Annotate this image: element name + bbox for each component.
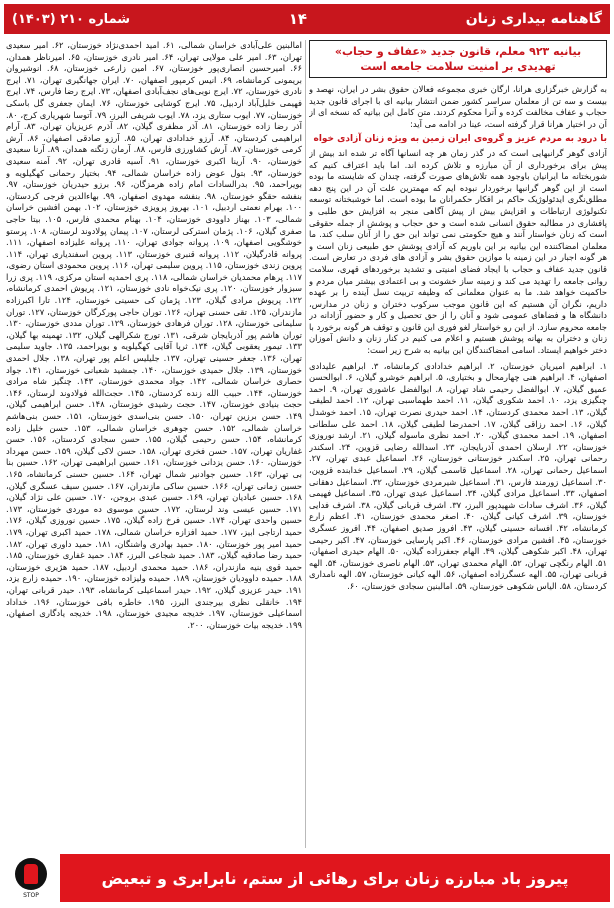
article-title-box <box>309 40 607 78</box>
footer-slogan: پیروز باد مبارزه زنان برای رهائی از ستم، نابرابری و تبعیض <box>101 868 569 888</box>
article-body: آزادی گوهر گرانبهایی است که در گذر زمان هر چه انسانها آگاه تر شده اند بیش از پیش برای برخورداری از آن مبارزه و تلاش کرده اند. اما باید اعتراف کنیم که شوربختانه ما ایرانیان باوجود همه تلاش‌های صورت گرفته، چندان که شایسته ما بوده است از این گوهر گرانبها برخوردار نبوده ایم که مهمترین علت آن در این پنج دهه مطلق‌نگری ایدئولوژیک حاکم بر افکار حکمرانان ما بوده است. اما خوشبختانه توسعه تکنولوژی ارتباطات و افزایش بیش از پیش آگاهی منجر به افزایش حق طلبی و پافشاری در مطالبه حقوق انسانی شده است و حق حجاب و پوشش از جمله حقوقی است که زنان خواستار آنند و هیچ حکومتی نمی تواند این حق را از آنان سلب کند. ما معلمان امضاکننده این بیانیه بر این باوریم که آزادی پوشش حق طبیعی زنان است و هر گونه اجبار در این زمینه با موازین حقوق بشر و آزادی های فردی در تعارض است. قانون جدید عفاف و حجاب با ایجاد فضای امنیتی و تشدید برخوردهای قهری، سلامت روانی جامعه را تهدید می کند و زمینه ساز خشونت و بی اعتمادی بیشتر میان مردم و حاکمیت خواهد شد. ما به عنوان معلمانی که وظیفه تربیت نسل آینده را بر عهده داریم، نگران آن هستیم که این قانون موجب سرکوب دختران و زنان در مدارس، دانشگاه ها و فضاهای عمومی شود و آنان را از حق تحصیل و کار و حضور آزادانه در جامعه محروم سازد. از این رو خواستار لغو فوری این قانون و توقف هر گونه برخورد با زنان و دختران به بهانه پوشش هستیم و اعلام می کنیم در کنار زنان و دانش آموزان دختر خواهیم ایستاد. اسامی امضاکنندگان این بیانیه به شرح زیر است: <box>309 147 607 356</box>
logo-caption: STOP <box>23 891 39 899</box>
hand-icon <box>15 858 47 890</box>
signatories-list-left: امالبنین علی‌آبادی خراسان شمالی، ۶۱. امید احمدی‌نژاد خوزستان، ۶۲. امیر سعیدی تهران، ۶۳. امیر علی مولایی تهران، ۶۴. امیر نادری خوزستان، ۶۵. امیرناظر همدان، ۶۶. امیرحسین انصاری‌پور خوزستان، ۶۷. امین زارعی خوزستان، ۶۸. انوشیروان بریمونی کرمانشاه، ۶۹. انیس کرمپور اصفهان، ۷۰. ایران جهانگیری تهران، ۷۱. ایرج نادری خوزستان، ۷۲. ایرج نوبی‌های نجف‌آبادی اصفهان، ۷۳. ایرج رضا فارس، ۷۴. ایرج فهیمی خلیل‌آباد اردبیل، ۷۵. ایرج کوشایی خوزستان، ۷۶. ایمان جعفری گل باسکی خوزستان، ۷۷. ایوب ستاری یزد، ۷۸. ایوب شریفی البرز، ۷۹. آتوسا شهریاری کرج، ۸۰. آذر رضا زاده خوزستان، ۸۱. آذر مظفری گیلان، ۸۲. آذرم عزیزیان تهران، ۸۳. آرام ابراهیمی کردستان، ۸۴. آرزو خدادادی تهران، ۸۵. آرزو صادقی اصفهان، ۸۶. آرش کرمی خوزستان، ۸۷. آرش کشاورزی فارس، ۸۸. آرمان زنگنه همدان، ۸۹. آرنا سعیدی خوزستان، ۹۰. آرینا اکبری خوزستان، ۹۱. آسیه قادری تهران، ۹۲. آمنه سعیدی خوزستان، ۹۳. بتول عوض زاده خراسان شمالی، ۹۴. بختیار رحمانی کهگیلویه و بویراحمد، ۹۵. بدرالسادات امام زاده هرمزگان، ۹۶. برزو حیدریان خوزستان، ۹۷. بنفشه حقگو خوزستان، ۹۸. بنفشه مهدوی اصفهان، ۹۹. بهاءالدین فرجی کردستان، ۱۰۰. بهرام نعمتی اردبیل، ۱۰۱. بهروز پرویزی خوزستان، ۱۰۲. بهمن افشین خراسان شمالی، ۱۰۳. بهناز داوودی خوزستان، ۱۰۴. بهنام محمدی فارس، ۱۰۵. بیتا حاجی صفری گیلان، ۱۰۶. پژمان استرکی لرستان، ۱۰۷. پیمان پولادوند لرستان، ۱۰۸. پرستو خوشگویی اصفهان، ۱۰۹. پروانه جوادی تهران، ۱۱۰. پروانه علیزاده اصفهان، ۱۱۱. پروانه قادرگیلان، ۱۱۲. پروانه قنبری خوزستان، ۱۱۳. پروین اسفندیاری تهران، ۱۱۴. پروین زندی خوزستان، ۱۱۵. پروین سلیمی تهران، ۱۱۶. پروین محمودی استان رضوی، ۱۱۷. پرهام محمدیان خراسان شمالی، ۱۱۸. پری احمدیه استان مرکزی، ۱۱۹. پری زرا سبزوار خوزستان، ۱۲۰. پری نیک‌خواه نادی خوزستان، ۱۲۱. پریوش احمدی کرمانشاه، ۱۲۲. پریوش مرادی گیلان، ۱۲۳. پژمان کی حسینی خوزستان، ۱۲۴. تارا اکبرزاده مازندران، ۱۲۵. تقی حسنی تهران، ۱۲۶. توران حاجی پورکرگان خوزستان، ۱۲۷. توران سلیمانی خوزستان، ۱۲۸. توران فرهادی خوزستان، ۱۲۹. توران مددی خوزستان، ۱۳۰. توران هاشم پور آذربایجان شرقی، ۱۳۱. تورج شکرالهی گیلان، ۱۳۲. تهمینه بها گیلان، ۱۳۳. تیمور یعقوبی گیلان، ۱۳۴. ثریا آقایی کهگیلویه و بویراحمد، ۱۳۵. جاوید سلیمی تهران، ۱۳۶. جعفر حسینی تهران، ۱۳۷. جلیلیس اعلم پور تهران، ۱۳۸. جلال احمدی خوزستان، ۱۳۹. جلال حمیدی خوزستان، ۱۴۰. جمشید شعبانی خوزستان، ۱۴۱. جواد حصاری خراسان شمالی، ۱۴۲. جواد محمدی خوزستان، ۱۴۳. چنگیز شاه مرادی خوزستان، ۱۴۴. حبیب الله زنده کردستان، ۱۴۵. حجت‌الله فولادوند لرستان، ۱۴۶. حجت بنیادی خوزستان، ۱۴۷. حجت رشیدی خوزستان، ۱۴۸. حسن ابراهیمی گیلان، ۱۴۹. حسن برزین تهران، ۱۵۰. حسن بنی‌اسدی خوزستان، ۱۵۱. حسن بنی‌هاشم خراسان شمالی، ۱۵۲. حسن جوهری خراسان شمالی، ۱۵۳. حسن خلیل زاده کرمانشاه، ۱۵۴. حسن رحیمی گیلان، ۱۵۵. حسن سجادی کردستان، ۱۵۶. حسن غفاریان تهران، ۱۵۷. حسن فخری تهران، ۱۵۸. حسن لاکی گیلان، ۱۵۹. حسن مهرداد خوزستان، ۱۶۰. حسن یزدانی خوزستان، ۱۶۱. حسین ابراهیمی تهران، ۱۶۲. حسین بنا بی تهران، ۱۶۳. حسین جوادنیر شمال تهران، ۱۶۴. حسین حسنی کرمانشاه، ۱۶۵. حسین زمانی تهران، ۱۶۶. حسین ساکی مازندران، ۱۶۷. حسین سیف عسگری گیلان، ۱۶۸. حسین عبادیان تهران، ۱۶۹. حسین عبدی بروجن، ۱۷۰. حسین علی نژاد گیلان، ۱۷۱. حسین عیسی وند لرستان، ۱۷۲. حسین موسوی ده موردی خوزستان، ۱۷۳. حسین واحدی تهران، ۱۷۴. حسین فرخ زاده گیلان، ۱۷۵. حسین نوروزی گیلان، ۱۷۶. حمید ارتاجی ابیز، ۱۷۷. حمید افزازه خراسان شمالی، ۱۷۸. حمید اکبری تهران، ۱۷۹. حمید امیر پور خوزستان، ۱۸۰. حمید بهادری واشنگان، ۱۸۱. حمید داوری تهران، ۱۸۲. حمید رضا صادقیه گیلان، ۱۸۳. حمید شجاعی البرز، ۱۸۴. حمید غفاری خوزستان، ۱۸۵. حمید قوی بنیه مازندران، ۱۸۶. حمید محمدی اردبیل، ۱۸۷. حمید هژیری خوزستان، ۱۸۸. حمیده داوودیان خوزستان، ۱۸۹. حمیده ولیزاده خوزستان، ۱۹۰. حمیده زارع یزد، ۱۹۱. حیدر عزیزی گیلان، ۱۹۲. حیدر اسماعیلی کرمانشاه، ۱۹۳. حیدر قربانی تهران، ۱۹۴. خانقلی نظری بیرجندی البرز، ۱۹۵. خاطره بافی خوزستان، ۱۹۶. خداداد اسماعیلی خوزستان، ۱۹۷. خدیجه مجیدی خوزستان، ۱۹۸. خدیجه یادگاری اصفهان، ۱۹۹. خدیجه بیات خوزستان، ۲۰۰. <box>6 40 302 630</box>
footer-banner <box>60 854 610 902</box>
article-title: بیانیه ۹۲۳ معلم، قانون جدید «عفاف و حجاب» تهدیدی بر امنیت سلامت جامعه است <box>334 45 582 73</box>
article-intro: به گزارش خبرگزاری هرانا، ارگان خبری مجموعه فعالان حقوق بشر در ایران، نهصد و بیست و سه تن از معلمان سراسر کشور ضمن انتشار بیانیه ای با اجرای قانون جدید حجاب و عفاف مخالفت کرده و آنرا محکوم کردند. متن کامل این بیانیه که نسخه ای از آن در اختیار هرانا قرار گرفته است، عینا در ادامه می آید: <box>309 84 607 129</box>
stop-violence-logo <box>4 852 58 904</box>
signatories-list-right: ۱. ابراهیم امیریان خوزستان، ۲. ابراهیم خدادادی کرمانشاه، ۳. ابراهیم علیدادی اصفهان، ۴. ابراهیم هنی چهارمحال و بختیاری، ۵. ابراهیم خوشرو گیلان، ۶. ابوالحسن عمیق گیلان، ۷. ابوالفضل رحیمی شاد تهران، ۸. ابوالفضل عاشوری تهران، ۹. احمد چنگیزی یزد، ۱۰. احمد شکوری گیلان، ۱۱. احمد طهماسبی تهران، ۱۲. احمد لطیفی گیلان، ۱۳. احمد محمدی کردستان، ۱۴. احمد حیدری نصرت تهران، ۱۵. احمد خوشدل گیلان، ۱۶. احمد رزاقی گیلان، ۱۷. احمدرضا لطیفی گیلان، ۱۸. احمد علی سلطانی اصفهان، ۱۹. احمد محمدی گیلان، ۲۰. احمد نظری ماسوله گیلان، ۲۱. ارشد نوروزی خوزستان، ۲۲. ارسلان احمدی آذربایجان، ۲۳. اسدالله رضایی قزوین، ۲۴. اسکندر رحمانی تهران، ۲۵. اسکندر خوزستانی خوزستان، ۲۶. اسماعیل عبدی تهران، ۲۷. اسماعیل رحمانی تهران، ۲۸. اسماعیل قاسمی گیلان، ۲۹. اسماعیل خدابنده قزوین، ۳۰. اسماعیل زورمند فارس، ۳۱. اسماعیل شیرمردی خوزستان، ۳۲. اسماعیل دهقانی اصفهان، ۳۳. اسماعیل مرادی گیلان، ۳۴. اسماعیل عیدی تهران، ۳۵. اسماعیل فهیمی گیلان، ۳۶. اشرف سادات شهیدپور البرز، ۳۷. اشرف قربانی گیلان، ۳۸. اشرف فدایی خوزستان، ۳۹. اشرف کیانی گیلان، ۴۰. اصغر محمدی خوزستان، ۴۱. اعظم زارع کرمانشاه، ۴۲. افسانه حسینی گیلان، ۴۳. افروز صدیق اصفهان، ۴۴. افروز عسگری خوزستان، ۴۵. افشین مرادی خوزستان، ۴۶. اکبر پارسایی خوزستان، ۴۷. اکبر رحیمی تهران، ۴۸. اکبر شکوهی گیلان، ۴۹. الهام جعفرزاده گیلان، ۵۰. الهام حیدری اصفهان، ۵۱. الهام رنگچی تهران، ۵۲. الهام محمدی تهران، ۵۳. الهام ناصری خوزستان، ۵۴. الهه قربانی تهران، ۵۵. الهه عسگرزاده اصفهان، ۵۶. الهه کیانی خوزستان، ۵۷. الهه نامداری کردستان، ۵۸. الیاس شکوهی خوزستان، ۵۹. امالبنین سجادی خوزستان، ۶۰. <box>309 360 607 591</box>
article-column-left <box>6 40 302 848</box>
page-number: ۱۴ <box>288 10 308 28</box>
article-subhead: با درود به مردم عزیز و گروه‌ی ایران زمین به ویژه زنان آزادی خواه <box>313 134 607 145</box>
issue-number: شماره ۲۱۰ (۱۴۰۳) <box>12 11 131 27</box>
page-header <box>4 4 610 34</box>
column-divider <box>305 40 306 848</box>
article-column-right <box>309 40 607 848</box>
magazine-title: گاهنامه بیداری زنان <box>465 11 602 27</box>
